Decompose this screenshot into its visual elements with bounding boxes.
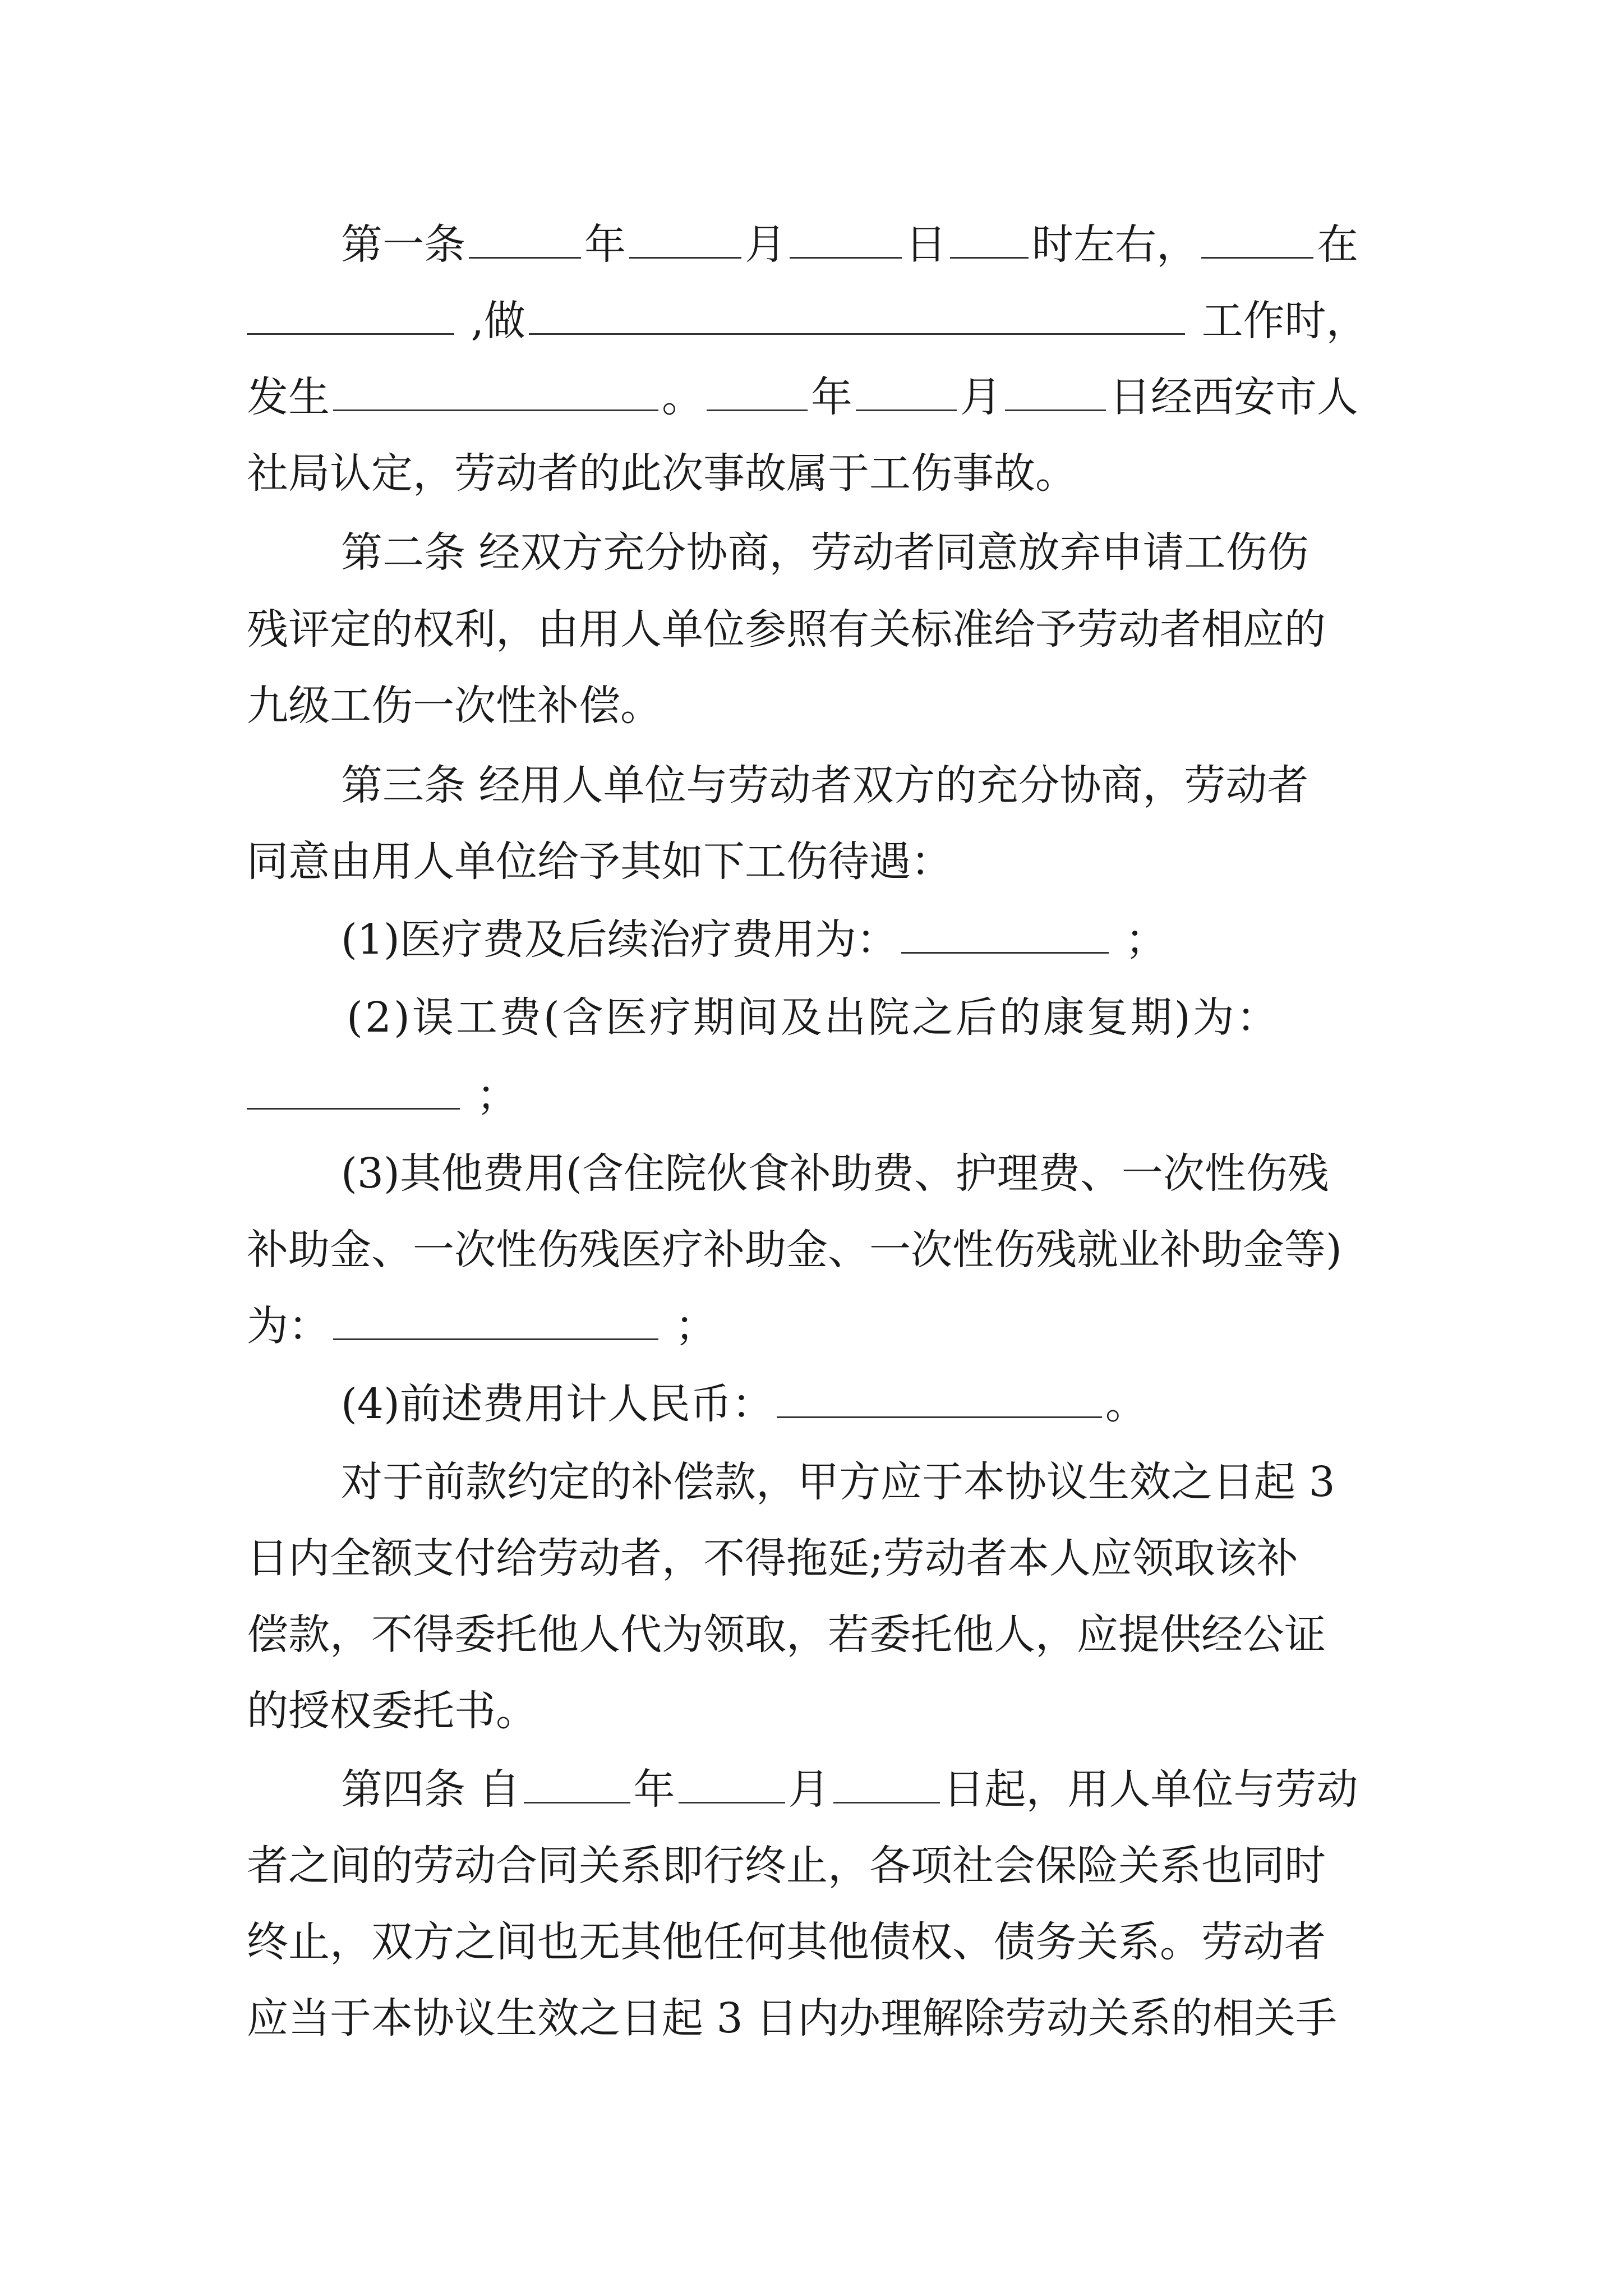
text: 。 [662, 373, 703, 421]
day-blank [833, 1767, 940, 1803]
text: 社局认定，劳动者的此次事故属于工伤事故。 [247, 449, 1077, 498]
text: 月 [788, 1765, 830, 1814]
text: ； [662, 1302, 717, 1350]
text: 在 [1317, 220, 1358, 269]
text: 日起，用人单位与劳动 [943, 1765, 1358, 1814]
item-1 [247, 900, 1380, 979]
text: ,做 [458, 297, 526, 345]
lost-wage-blank [247, 1073, 460, 1110]
day-blank [1005, 375, 1106, 411]
text: 发生 [247, 373, 330, 421]
text: 日 [905, 220, 947, 269]
text: 时左右， [1032, 220, 1198, 269]
work-blank [529, 298, 1185, 335]
day-blank [790, 222, 902, 259]
text: 九级工伤一次性补偿。 [247, 682, 662, 730]
article-3-line-1 [247, 746, 1380, 825]
item-3-line-3 [247, 1287, 1380, 1365]
text: 日内全额支付给劳动者，不得拖延;劳动者本人应领取该补 [247, 1534, 1298, 1582]
text: 月 [745, 220, 786, 269]
text: 偿款，不得委托他人代为领取，若委托他人，应提供经公证 [247, 1611, 1326, 1659]
total-fee-blank [777, 1382, 1102, 1418]
person-blank [1201, 222, 1313, 259]
payment-line-4 [247, 1672, 1380, 1750]
text: 者之间的劳动合同关系即行终止，各项社会保险关系也同时 [247, 1842, 1326, 1890]
text: 年 [584, 220, 626, 269]
text: 的授权委托书。 [247, 1687, 537, 1735]
payment-line-1 [247, 1443, 1380, 1521]
item-4 [247, 1365, 1380, 1443]
text: 残评定的权利，由用人单位参照有关标准给予劳动者相应的 [247, 605, 1326, 654]
text: 第一条 [341, 220, 465, 269]
text: 工作时， [1188, 297, 1368, 345]
year-blank [707, 375, 808, 411]
text: 年 [811, 373, 852, 421]
accident-blank [333, 375, 658, 411]
payment-line-2 [247, 1519, 1380, 1598]
text: 对于前款约定的补偿款，甲方应于本协议生效之日起 3 [341, 1458, 1335, 1506]
text: 日经西安市人 [1109, 373, 1358, 421]
text: ； [463, 1071, 518, 1120]
text: 第三条 经用人单位与劳动者双方的充分协商，劳动者 [341, 761, 1309, 809]
text: 。 [1105, 1380, 1147, 1428]
article-1-line-2 [247, 282, 1380, 360]
article-2-line-1 [247, 513, 1380, 592]
hour-blank [950, 222, 1029, 259]
month-blank [679, 1767, 785, 1803]
item-3-line-1 [247, 1134, 1380, 1213]
text: ； [1112, 915, 1167, 964]
text: 应当于本协议生效之日起 3 日内办理解除劳动关系的相关手 [247, 1994, 1338, 2042]
text: 终止，双方之间也无其他任何其他债权、债务关系。劳动者 [247, 1918, 1326, 1966]
item-2-line-1 [247, 978, 1380, 1057]
text: 为： [247, 1302, 330, 1350]
payment-line-3 [247, 1595, 1380, 1674]
text: 补助金、一次性伤残医疗补助金、一次性伤残就业补助金等) [247, 1226, 1342, 1274]
article-4-line-1 [247, 1750, 1380, 1829]
text: 第二条 经双方充分协商，劳动者同意放弃申请工伤伤 [341, 528, 1309, 577]
text: (2)误工费(含医疗期间及出院之后的康复期)为： [347, 993, 1280, 1042]
text: (3)其他费用(含住院伙食补助费、护理费、一次性伤残 [341, 1149, 1329, 1198]
article-3-line-2 [247, 822, 1380, 901]
article-4-line-3 [247, 1903, 1380, 1981]
medical-fee-blank [901, 917, 1109, 954]
location-blank [247, 298, 454, 335]
article-1-line-1 [247, 205, 1380, 284]
article-1-line-4 [247, 434, 1380, 513]
text: 同意由用人单位给予其如下工伤待遇： [247, 838, 952, 886]
article-4-line-2 [247, 1826, 1380, 1905]
text: (4)前述费用计人民币： [341, 1380, 773, 1428]
article-4-line-4 [247, 1979, 1380, 2058]
article-2-line-2 [247, 590, 1380, 669]
item-2-line-2 [247, 1056, 1380, 1135]
text: 月 [960, 373, 1002, 421]
text: 年 [633, 1765, 675, 1814]
year-blank [524, 1767, 630, 1803]
month-blank [629, 222, 741, 259]
article-2-line-3 [247, 666, 1380, 745]
text: (1)医疗费及后续治疗费用为： [341, 915, 898, 964]
other-fees-blank [333, 1304, 658, 1340]
month-blank [856, 375, 957, 411]
article-1-line-3 [247, 358, 1380, 436]
text: 第四条 自 [341, 1765, 520, 1814]
year-blank [469, 222, 581, 259]
item-3-line-2 [247, 1211, 1380, 1289]
